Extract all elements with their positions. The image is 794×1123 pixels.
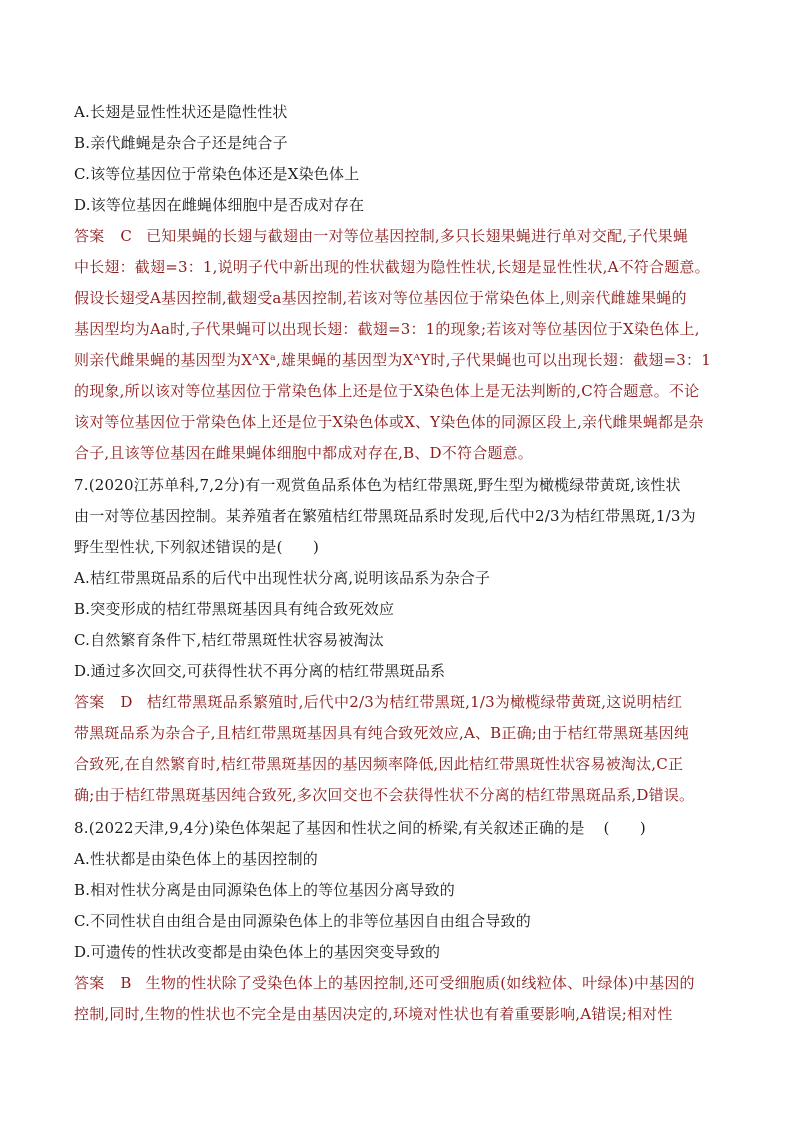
q7-option-c: C.自然繁育条件下,桔红带黑斑性状容易被淘汰	[74, 631, 384, 649]
q8-answer-label: 答案	[74, 974, 105, 992]
q8-option-d: D.可遗传的性状改变都是由染色体上的基因突变导致的	[74, 943, 441, 961]
q7-stem-line: 野生型性状,下列叙述错误的是( )	[74, 538, 320, 556]
q7-answer-key: D	[120, 693, 133, 711]
q6-option-a: A.长翅是显性性状还是隐性性状	[74, 103, 288, 121]
q7-option-b: B.突变形成的桔红带黑斑基因具有纯合致死效应	[74, 600, 395, 618]
q6-explanation-line: 合子,且该等位基因在雌果蝇体细胞中都成对存在,B、D不符合题意。	[74, 444, 533, 462]
q6-answer-line	[74, 221, 688, 251]
q7-answer-line	[74, 687, 682, 717]
q7-answer-label: 答案	[74, 693, 105, 711]
q8-option-a: A.性状都是由染色体上的基因控制的	[74, 850, 319, 868]
q8-stem: 8.(2022天津,9,4分)染色体架起了基因和性状之间的桥梁,有关叙述正确的是	[74, 819, 585, 837]
q6-explanation-line: 的现象,所以该对等位基因位于常染色体上还是位于X染色体上是无法判断的,C符合题意。不论	[74, 382, 700, 400]
q6-explanation-line: 则亲代雌果蝇的基因型为XᴬXᵃ,雄果蝇的基因型为XᴬY时,子代果蝇也可以出现长翅：截翅=3：1	[74, 351, 711, 369]
q7-explanation-line: 带黑斑品系为杂合子,且桔红带黑斑基因具有纯合致死效应,A、B正确;由于桔红带黑斑基因纯	[74, 724, 690, 742]
q6-option-d: D.该等位基因在雌蝇体细胞中是否成对存在	[74, 196, 365, 214]
q7-stem-line: 由一对等位基因控制。某养殖者在繁殖桔红带黑斑品系时发现,后代中2/3为桔红带黑斑,1/3为	[74, 507, 696, 525]
q6-explanation-line: 假设长翅受A基因控制,截翅受a基因控制,若该对等位基因位于常染色体上,则亲代雌雄果蝇的	[74, 289, 687, 307]
q7-option-a: A.桔红带黑斑品系的后代中出现性状分离,说明该品系为杂合子	[74, 569, 491, 587]
q6-explanation-line: 基因型均为Aa时,子代果蝇可以出现长翅：截翅=3：1的现象;若该对等位基因位于X染色体上,	[74, 320, 700, 338]
q7-explanation-line: 桔红带黑斑品系繁殖时,后代中2/3为桔红带黑斑,1/3为橄榄绿带黄斑,这说明桔红	[146, 693, 683, 711]
q8-option-c: C.不同性状自由组合是由同源染色体上的非等位基因自由组合导致的	[74, 912, 531, 930]
q6-explanation-line: 该对等位基因位于常染色体上还是位于X染色体或X、Y染色体的同源区段上,亲代雌果蝇都是杂	[74, 413, 704, 431]
q7-stem-line: 7.(2020江苏单科,7,2分)有一观赏鱼品系体色为桔红带黑斑,野生型为橄榄绿带黄斑,该性状	[74, 476, 681, 494]
q8-option-b: B.相对性状分离是由同源染色体上的等位基因分离导致的	[74, 881, 455, 899]
q8-stem-line	[74, 813, 720, 843]
q8-explanation-line: 生物的性状除了受染色体上的基因控制,还可受细胞质(如线粒体、叶绿体)中基因的	[145, 974, 695, 992]
q8-answer-paren: ( )	[603, 819, 646, 837]
q7-explanation-line: 确;由于桔红带黑斑基因纯合致死,多次回交也不会获得性状不分离的桔红带黑斑品系,D错误。	[74, 786, 695, 804]
q6-option-b: B.亲代雌蝇是杂合子还是纯合子	[74, 134, 288, 152]
q6-option-c: C.该等位基因位于常染色体还是X染色体上	[74, 165, 360, 183]
q6-answer-label: 答案	[74, 227, 105, 245]
q8-answer-line	[74, 968, 695, 998]
q6-explanation-line: 中长翅：截翅=3：1,说明子代中新出现的性状截翅为隐性性状,长翅是显性性状,A不符合题意。	[74, 258, 710, 276]
q6-answer-key: C	[120, 227, 133, 245]
q8-explanation-line: 控制,同时,生物的性状也不完全是由基因决定的,环境对性状也有着重要影响,A错误;相对性	[74, 1005, 673, 1023]
q7-option-d: D.通过多次回交,可获得性状不再分离的桔红带黑斑品系	[74, 662, 446, 680]
q6-explanation-line: 已知果蝇的长翅与截翅由一对等位基因控制,多只长翅果蝇进行单对交配,子代果蝇	[146, 227, 689, 245]
q7-explanation-line: 合致死,在自然繁育时,桔红带黑斑基因的基因频率降低,因此桔红带黑斑性状容易被淘汰,C正	[74, 755, 684, 773]
q8-answer-key: B	[120, 974, 132, 992]
